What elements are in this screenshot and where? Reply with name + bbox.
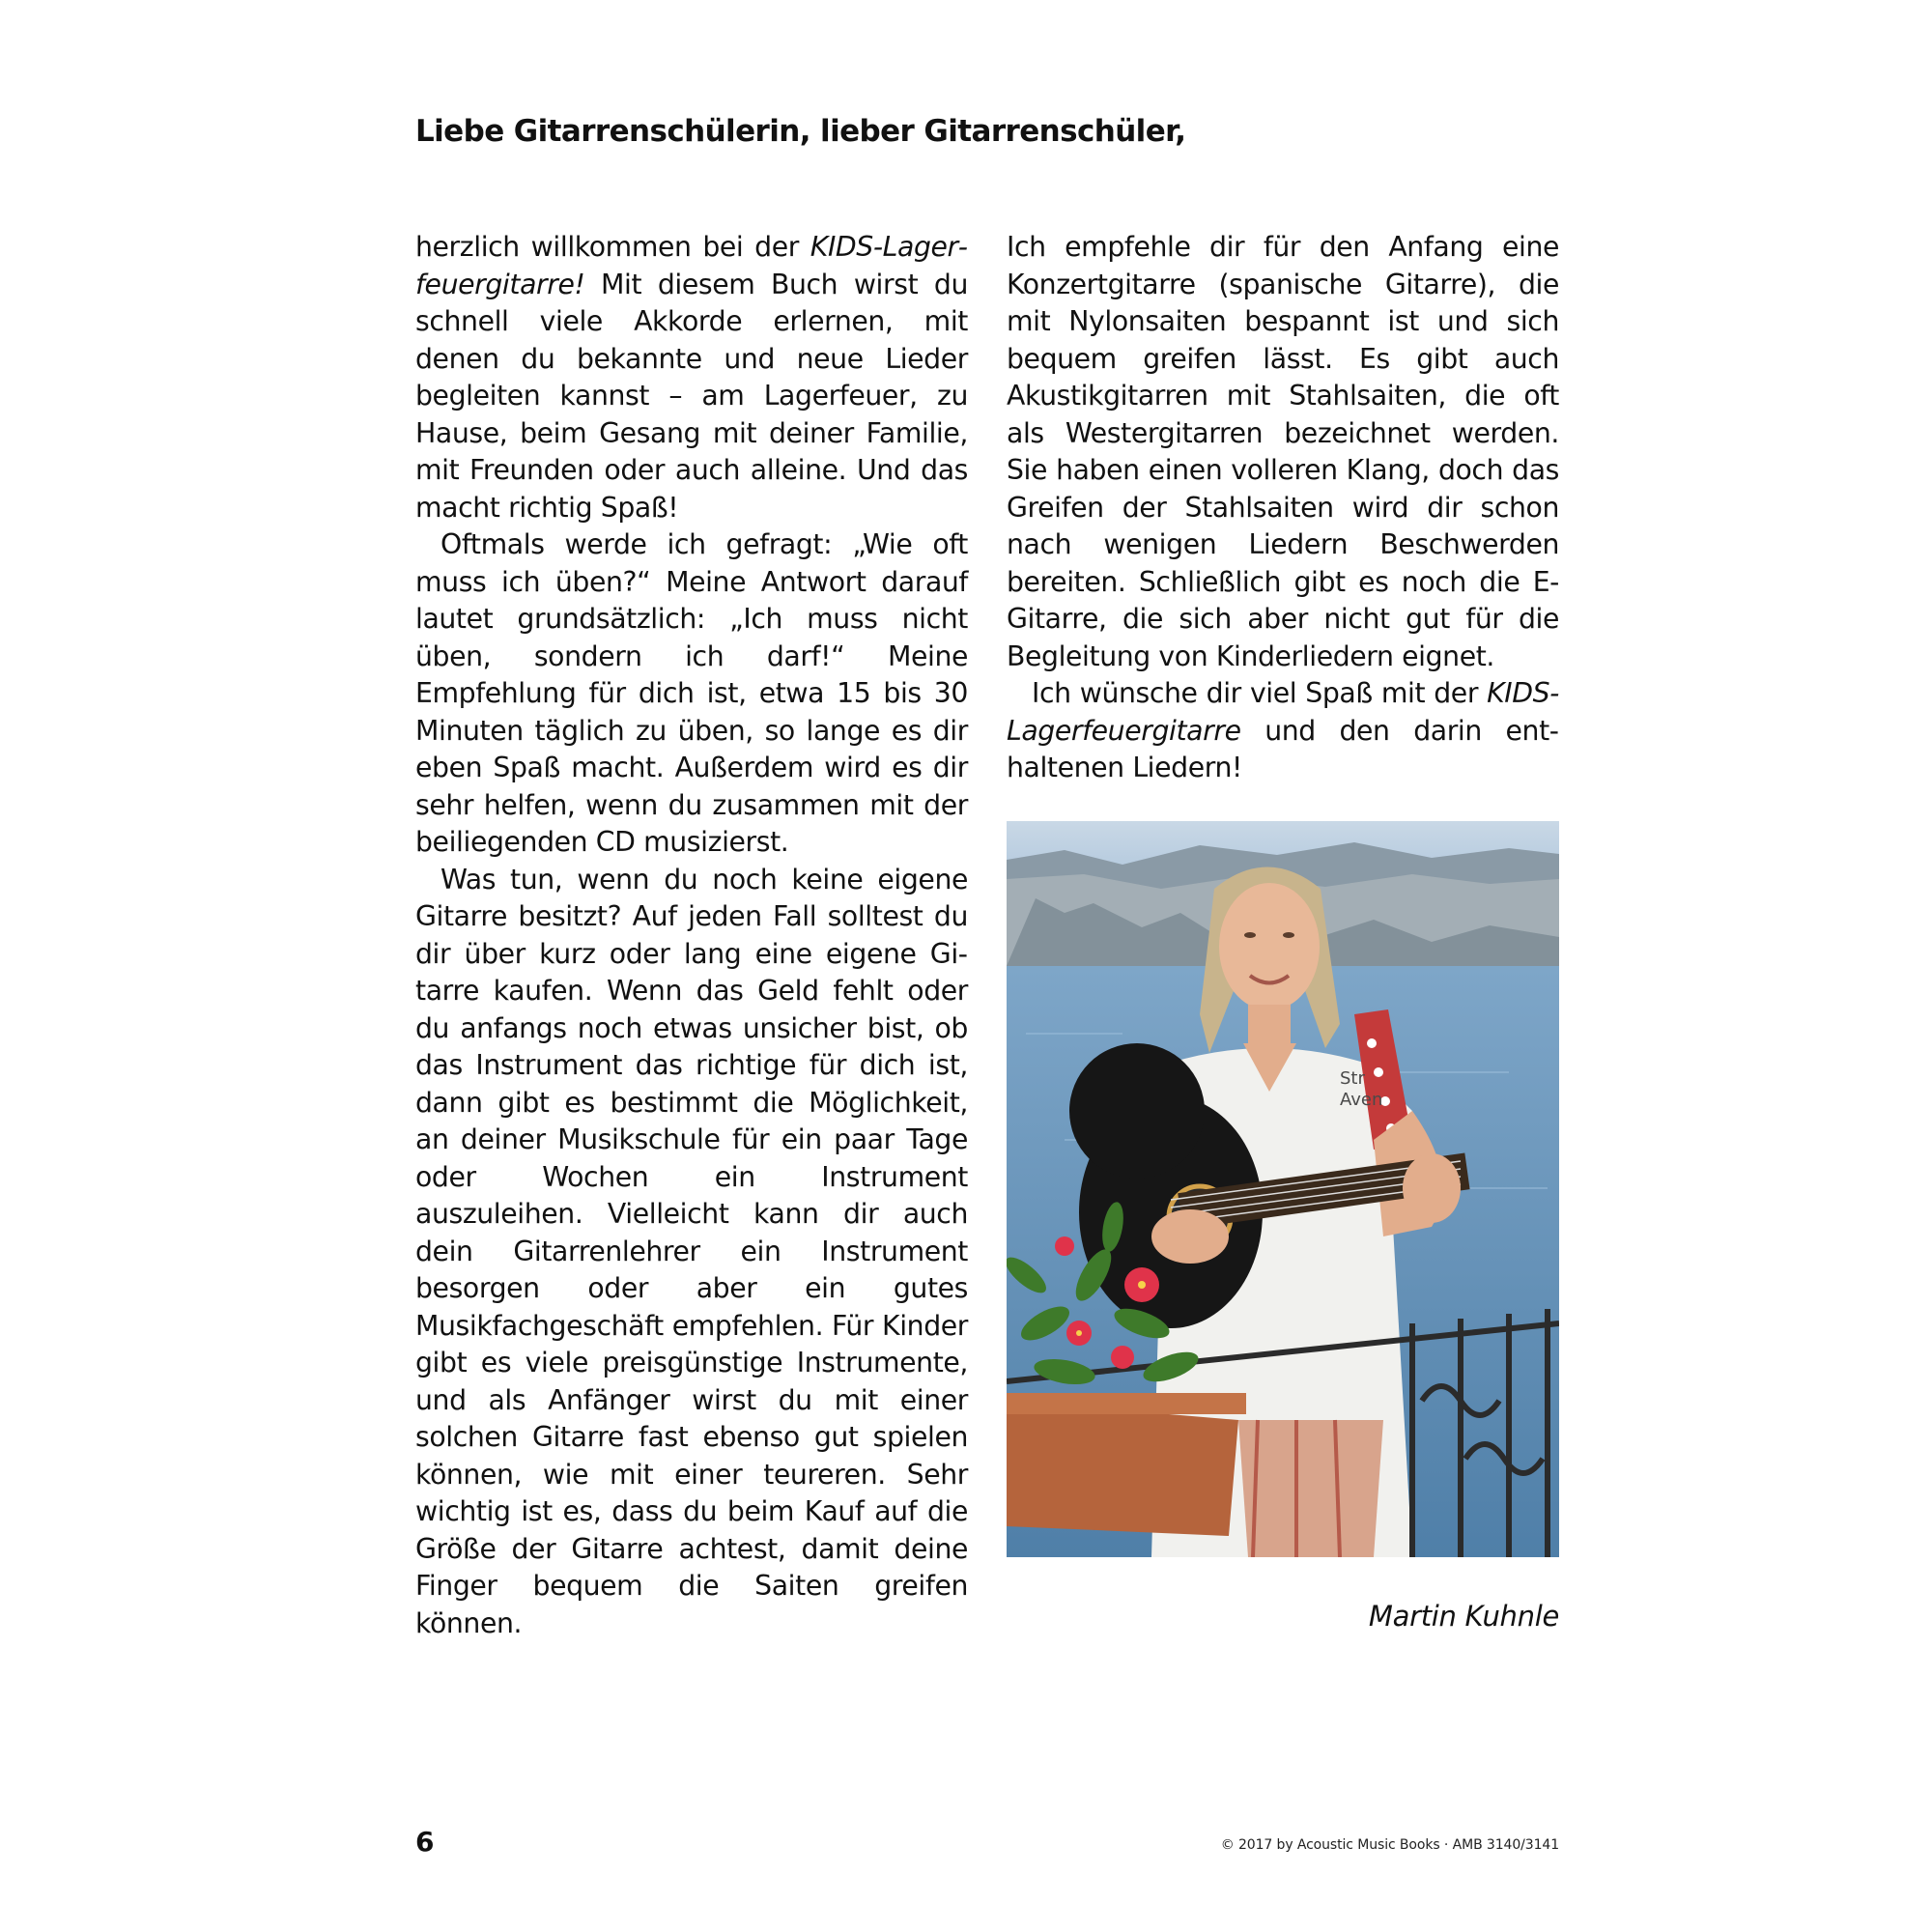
closing-text-start: Ich wünsche dir viel Spaß mit der xyxy=(1032,677,1488,709)
shorts xyxy=(1238,1420,1383,1557)
shirt-print-1: Str xyxy=(1340,1068,1365,1089)
book-title-italic: KIDS-Lagerfeuergitarre! xyxy=(415,231,968,300)
shirt-print-2: Aven xyxy=(1340,1090,1383,1110)
page-number: 6 xyxy=(415,1826,435,1858)
guitar-types-paragraph: Ich empfehle dir für den Anfang eine Konzertgitarre (spanische Gitarre), die mit Nylonsaiten bespannt ist und sich bequem greifen lässt. Es gibt auch Akustikgitarren mit Stahlsaiten, die oft als Westergitarren bezeichnet werden. Sie haben einen volleren Klang, doch das Greifen der Stahlsaiten wird dir schon nach wenigen Liedern Beschwerden bereiten. Schließlich gibt es noch die E-Gitarre, die sich aber nicht gut für die Begleitung von Kinderliedern eignet. xyxy=(1007,231,1559,672)
intro-text-start: herzlich willkommen bei der xyxy=(415,231,810,263)
face xyxy=(1219,883,1320,1010)
practice-paragraph: Oftmals werde ich gefragt: „Wie oft muss ich üben?“ Meine Antwort darauf lautet grundsätzlich: „Ich muss nicht üben, sondern ich darf!“ Meine Empfehlung für dich ist, etwa 15 bis 30 Minuten täglich zu üben, so lange es dir eben Spaß macht. Außerdem wird es dir sehr helfen, wenn du zusammen mit der beiliegenden CD musizierst. xyxy=(415,528,968,858)
closing-book-title-italic: KIDS-Lagerfeuergitarre xyxy=(1007,677,1559,747)
intro-text-end: Mit diesem Buch wirst du schnell viele Akkorde erlernen, mit denen du bekannte und neue Lieder begleiten kannst – am Lagerfeuer, zu Hause, beim Gesang mit deiner Familie, mit Freunden oder auch alleine. Und das macht richtig Spaß! xyxy=(415,268,968,524)
guitar-purchase-paragraph: Was tun, wenn du noch keine eigene Gitarre besitzt? Auf jeden Fall solltest du dir über kurz oder lang eine eigene Gitarre kaufen. Wenn das Geld fehlt oder du anfangs noch etwas unsicher bist, ob das Instrument das richtige für dich ist, dann gibt es bestimmt die Möglichkeit, an deiner Musikschule für ein paar Tage oder Wochen ein Instrument auszuleihen. Vielleicht kann dir auch dein Gitarrenlehrer ein Instrument besorgen oder aber ein gutes Musikfachgeschäft empfehlen. Für Kinder gibt es viele preisgünstige Instrumente, und als Anfänger wirst du mit einer solchen Gitarre fast ebenso gut spielen können, wie mit einer teureren. Sehr wichtig ist es, dass du beim Kauf auf die Größe der Gitarre achtest, damit deine Finger bequem die Saiten greifen können. xyxy=(415,863,968,1639)
closing-text-end: und den darin enthaltenen Liedern! xyxy=(1007,714,1559,783)
copyright-notice: © 2017 by Acoustic Music Books · AMB 3140/3141 xyxy=(1220,1837,1559,1853)
author-signature: Martin Kuhnle xyxy=(1368,1600,1559,1633)
left-text-column xyxy=(415,229,968,1642)
right-text-column xyxy=(1007,229,1559,787)
author-photo xyxy=(1007,821,1559,1557)
flower-pot xyxy=(1007,1401,1238,1536)
closing-wish-paragraph xyxy=(1007,675,1559,787)
intro-paragraph xyxy=(415,229,968,526)
page-heading: Liebe Gitarrenschülerin, lieber Gitarrenschüler, xyxy=(415,114,1186,149)
